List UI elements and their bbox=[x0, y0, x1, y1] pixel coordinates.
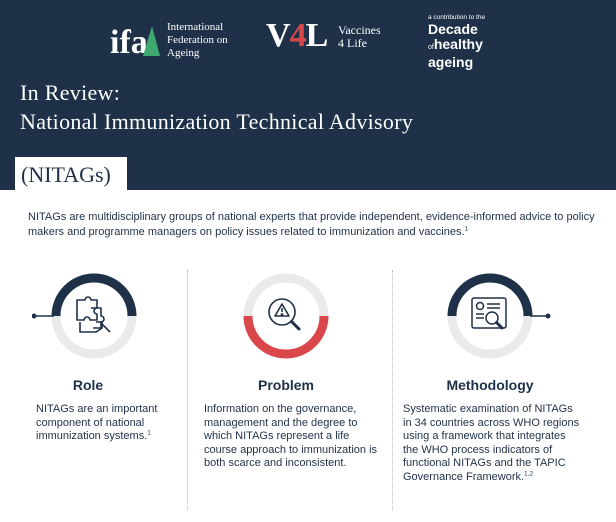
gauge-arc bbox=[248, 316, 324, 354]
ifa-logo-mark bbox=[110, 22, 160, 58]
problem-gauge bbox=[226, 262, 346, 362]
v4l-name: Vaccines 4 Life bbox=[338, 23, 381, 50]
title-line-2: National Immunization Technical Advisory bbox=[20, 109, 414, 134]
ifa-name: International Federation on Ageing bbox=[167, 21, 228, 59]
page-title bbox=[20, 78, 413, 136]
title-tab: (NITAGs) bbox=[15, 157, 127, 193]
ifa-mark-text: ifa bbox=[110, 24, 148, 58]
decade-line1: Decade bbox=[428, 21, 478, 37]
gauge-pointer-dot bbox=[32, 314, 37, 319]
methodology-text: Systematic examination of NITAGs in 34 countries across WHO regions using a framework that integrates the WHO process indicators of functional NITAGs and the TAPIC Governance Framework.$^{1,2}$ bbox=[403, 403, 580, 483]
title-line-1: In Review: bbox=[20, 80, 121, 105]
methodology-title: Methodology bbox=[446, 377, 534, 393]
problem-title: Problem bbox=[257, 377, 314, 393]
warning-magnifier-icon bbox=[269, 299, 299, 329]
role-text: NITAGs are an important component of national immunization systems.$^1$ bbox=[36, 403, 158, 442]
decade-tagline: a contribution to the bbox=[428, 14, 486, 21]
role-title: Role bbox=[72, 377, 104, 393]
puzzle-icon bbox=[77, 297, 110, 332]
intro-paragraph: NITAGs are multidisciplinary groups of national experts that provide independent, evidence-informed advice to policy makers and programme managers on policy issues related to immunization and vaccines.$^1$ bbox=[28, 211, 595, 238]
ifa-logo bbox=[110, 18, 240, 62]
problem-text: Information on the governance, management and the degree to which NITAGs represent a life course approach to immunization is both scarce and inconsistent. bbox=[204, 403, 378, 469]
gauge-pointer-dot bbox=[546, 314, 551, 319]
decade-line2: ofhealthy bbox=[428, 36, 483, 52]
v4l-logo-mark: V4L bbox=[266, 17, 328, 54]
intro-ref: 1 bbox=[464, 225, 469, 233]
gauge-arc bbox=[452, 278, 528, 316]
document-search-icon bbox=[472, 298, 506, 328]
vaccines-4-life-logo bbox=[266, 16, 396, 60]
decade-line3: ageing bbox=[428, 54, 474, 70]
methodology-gauge bbox=[432, 262, 552, 362]
role-gauge bbox=[32, 262, 152, 362]
column-divider bbox=[392, 270, 393, 510]
column-divider bbox=[187, 270, 188, 510]
decade-of-healthy-ageing-logo bbox=[428, 14, 538, 70]
